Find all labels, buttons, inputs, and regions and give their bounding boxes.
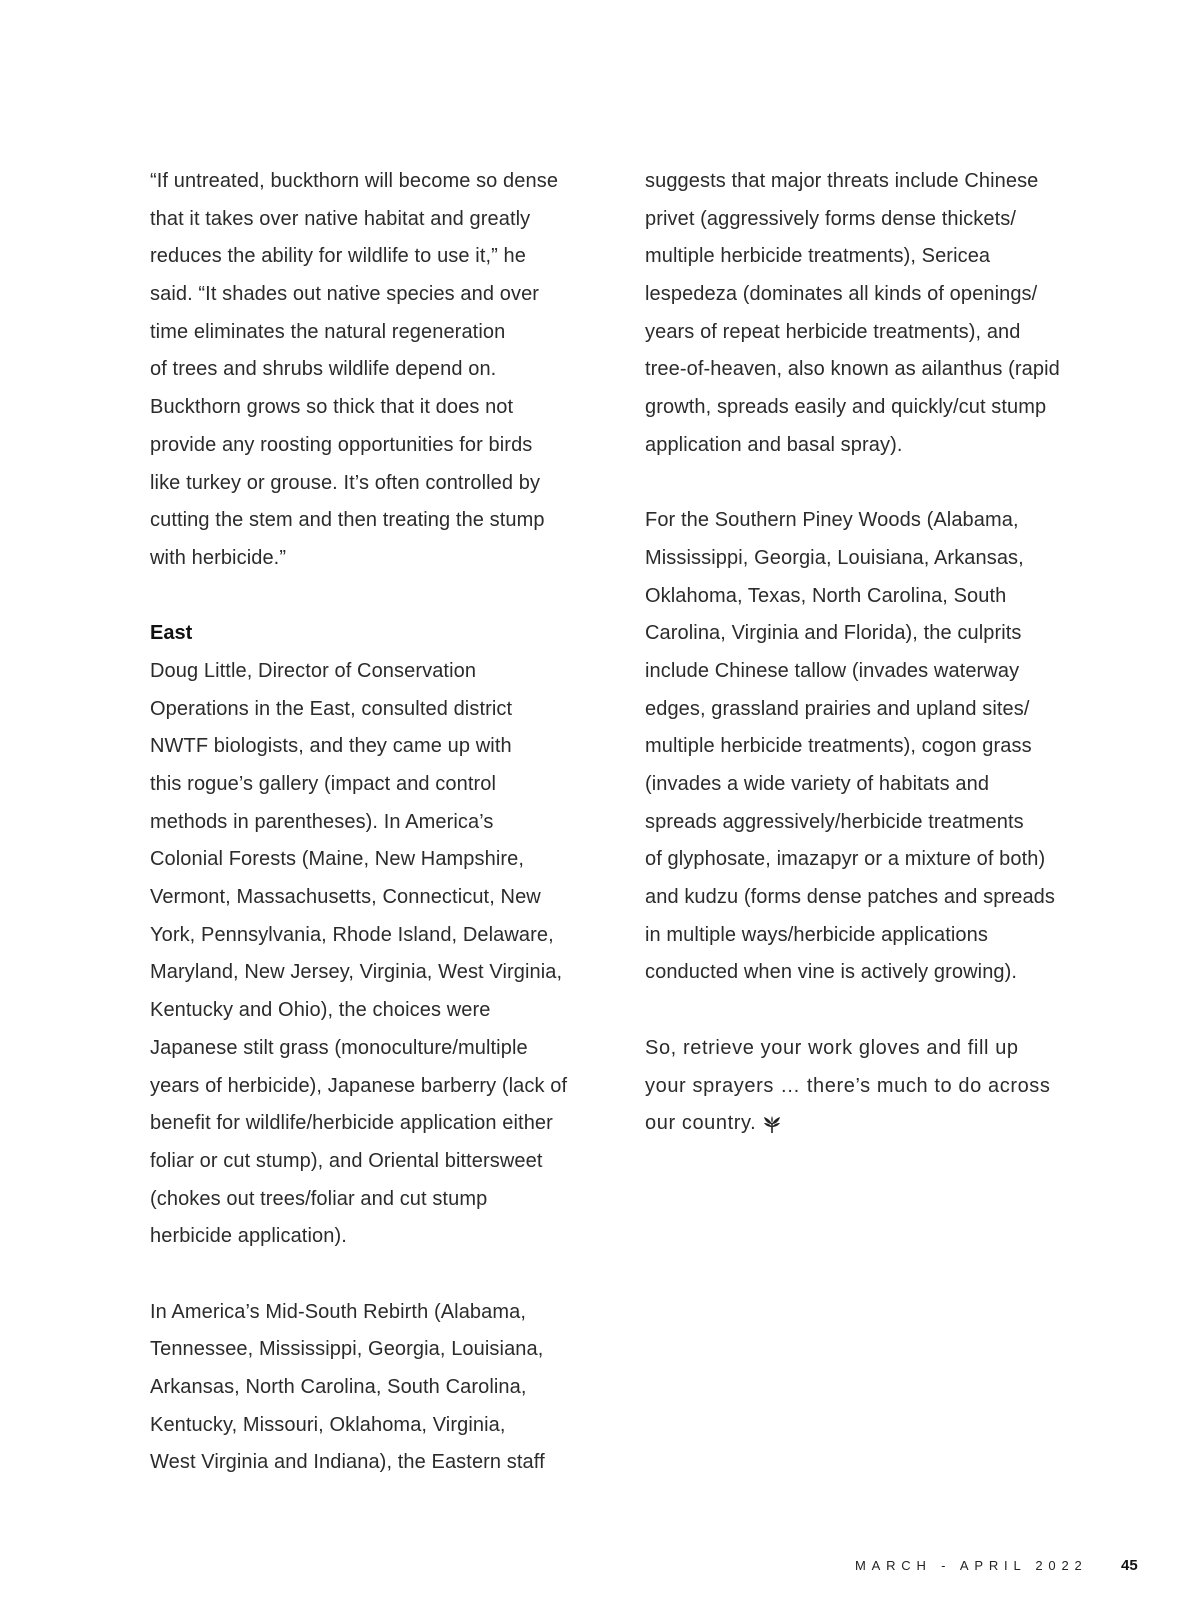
text-line: application and basal spray). — [645, 433, 903, 456]
text-line: suggests that major threats include Chinese — [645, 170, 1039, 192]
text-line: herbicide application). — [150, 1225, 347, 1248]
section-heading-east: East — [150, 622, 193, 645]
text-line: tree-of-heaven, also known as ailanthus (rapid — [645, 358, 1060, 381]
piney-woods-paragraph — [645, 502, 1095, 992]
text-line: provide any roosting opportunities for birds — [150, 433, 533, 456]
text-line: this rogue’s gallery (impact and control — [150, 773, 497, 795]
text-line: Mississippi, Georgia, Louisiana, Arkansas, — [645, 546, 1024, 569]
paragraph-gap — [150, 1256, 605, 1294]
text-line: said. “It shades out native species and over — [150, 283, 540, 306]
paragraph-gap — [150, 578, 605, 616]
text-line: in multiple ways/herbicide applications — [645, 923, 988, 946]
text-line: Kentucky, Missouri, Oklahoma, Virginia, — [150, 1413, 506, 1436]
text-line: and kudzu (forms dense patches and spreads — [645, 886, 1056, 909]
text-line: Operations in the East, consulted district — [150, 697, 513, 720]
text-line: (invades a wide variety of habitats and — [645, 773, 990, 795]
text-line: include Chinese tallow (invades waterway — [645, 659, 1020, 682]
closing-paragraph — [645, 1030, 1095, 1143]
text-line: reduces the ability for wildlife to use it,” he — [150, 245, 526, 268]
text-line: So, retrieve your work gloves and fill up — [645, 1036, 1019, 1059]
closing-last-line — [645, 1105, 1095, 1143]
text-line: spreads aggressively/herbicide treatments — [645, 810, 1024, 833]
text-line: Oklahoma, Texas, North Carolina, South — [645, 584, 1007, 607]
text-line: Japanese stilt grass (monoculture/multiple — [150, 1036, 528, 1059]
text-line: (chokes out trees/foliar and cut stump — [150, 1187, 488, 1210]
text-line: multiple herbicide treatments), Sericea — [645, 245, 991, 268]
east-paragraph — [150, 653, 605, 1256]
text-line: your sprayers … there’s much to do across — [645, 1074, 1051, 1097]
page-number: 45 — [1121, 1557, 1138, 1574]
text-line: Kentucky and Ohio), the choices were — [150, 999, 491, 1022]
text-line: NWTF biologists, and they came up with — [150, 735, 512, 758]
text-line: Maryland, New Jersey, Virginia, West Virginia, — [150, 961, 563, 984]
text-line: Buckthorn grows so thick that it does not — [150, 396, 514, 419]
text-line: edges, grassland prairies and upland sites/ — [645, 697, 1030, 720]
text-line: lespedeza (dominates all kinds of openings/ — [645, 283, 1038, 306]
text-line: years of repeat herbicide treatments), and — [645, 320, 1021, 343]
right-column — [645, 163, 1095, 1143]
issue-date: MARCH - APRIL 2022 — [855, 1558, 1088, 1573]
text-line: growth, spreads easily and quickly/cut stump — [645, 396, 1047, 419]
text-line: like turkey or grouse. It’s often controlled by — [150, 471, 541, 494]
text-line: conducted when vine is actively growing). — [645, 961, 1018, 984]
text-line: Arkansas, North Carolina, South Carolina, — [150, 1376, 527, 1398]
midsouth-continued-paragraph — [645, 163, 1095, 465]
text-line: Tennessee, Mississippi, Georgia, Louisiana, — [150, 1338, 544, 1361]
text-line: foliar or cut stump), and Oriental bittersweet — [150, 1149, 543, 1172]
text-line: with herbicide.” — [150, 546, 287, 569]
text-line: benefit for wildlife/herbicide application either — [150, 1112, 553, 1135]
text-line: of trees and shrubs wildlife depend on. — [150, 358, 497, 381]
text-line: multiple herbicide treatments), cogon grass — [645, 735, 1032, 758]
text-line: years of herbicide), Japanese barberry (lack of — [150, 1074, 568, 1097]
text-line: York, Pennsylvania, Rhode Island, Delaware, — [150, 923, 554, 946]
text-line: Colonial Forests (Maine, New Hampshire, — [150, 848, 525, 871]
text-line: cutting the stem and then treating the stump — [150, 509, 545, 532]
text-line: West Virginia and Indiana), the Eastern staff — [150, 1451, 545, 1474]
text-line: For the Southern Piney Woods (Alabama, — [645, 509, 1019, 532]
text-line: of glyphosate, imazapyr or a mixture of both) — [645, 848, 1046, 871]
text-line: Carolina, Virginia and Florida), the culprits — [645, 622, 1022, 645]
text-line: Doug Little, Director of Conservation — [150, 659, 477, 682]
text-line: methods in parentheses). In America’s — [150, 810, 494, 833]
text-line: Vermont, Massachusetts, Connecticut, New — [150, 886, 541, 909]
quote-paragraph — [150, 163, 605, 578]
text-line: that it takes over native habitat and greatly — [150, 207, 531, 230]
text-line: time eliminates the natural regeneration — [150, 320, 506, 343]
text-line: our country. — [645, 1112, 757, 1135]
text-line: In America’s Mid-South Rebirth (Alabama, — [150, 1300, 527, 1323]
midsouth-paragraph — [150, 1294, 605, 1482]
turkey-feather-icon — [762, 1111, 782, 1131]
paragraph-gap — [645, 992, 1095, 1030]
text-line: “If untreated, buckthorn will become so dense — [150, 170, 559, 192]
paragraph-gap — [645, 465, 1095, 503]
left-column — [150, 163, 605, 1482]
text-line: privet (aggressively forms dense thickets/ — [645, 207, 1017, 230]
